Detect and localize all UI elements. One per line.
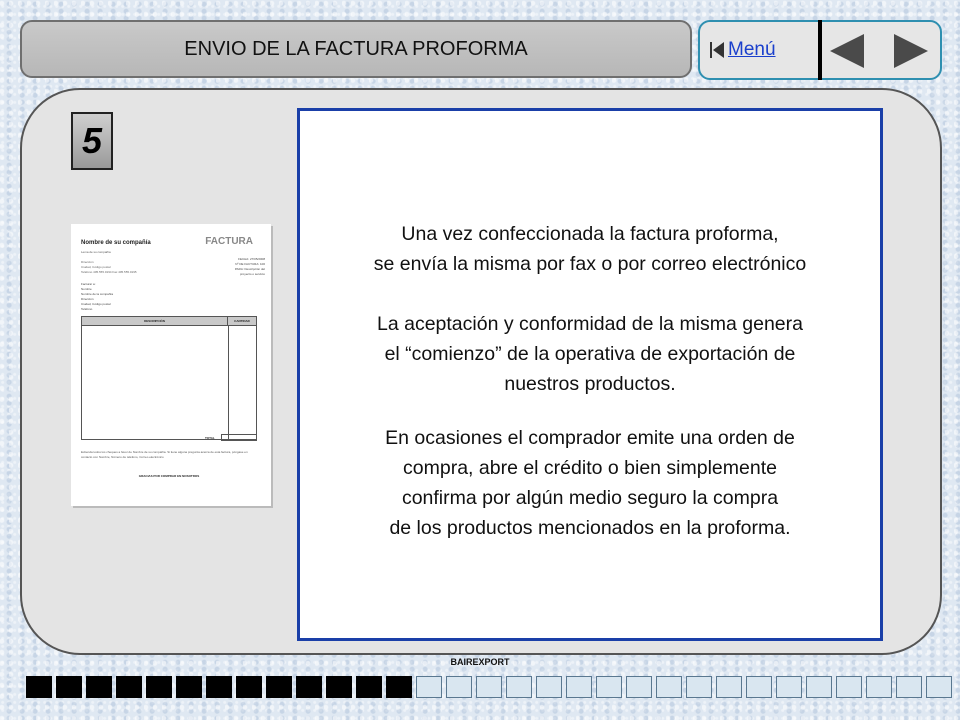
paragraph-2: La aceptación y conformidad de la misma genera el “comienzo” de la operativa de exportación de nuestros productos. [377,313,803,395]
invoice-meta: FECHA: 27/05/2008 Nº DE FACTURA: 100 PARA: Descripción del proyecto o servicio [234,257,265,276]
progress-segment [716,676,742,698]
progress-segment [446,676,472,698]
invoice-notes: Extienda todos los cheques a favor de Nombre de su compañía. Si tiene alguna pregunta acerca de esta factura, póngase en contacto con Nombre, Número de teléfono, Correo electrónico [81,450,248,459]
title-bar [20,20,692,78]
invoice-thumbnail [71,224,271,506]
invoice-total-box [221,434,257,441]
invoice-col-qty: CANTIDAD [227,317,256,325]
progress-segment [206,676,232,698]
progress-segment [596,676,622,698]
paragraph-1: Una vez confeccionada la factura proforma, se envía la misma por fax o por correo electrónico [373,223,807,275]
progress-segment [386,676,412,698]
invoice-table [81,316,257,440]
invoice-col-desc: DESCRIPCIÓN [144,319,165,323]
progress-segment [326,676,352,698]
progress-segment [146,676,172,698]
progress-segment [776,676,802,698]
progress-segment [536,676,562,698]
progress-segment [236,676,262,698]
menu-link[interactable] [710,39,776,61]
invoice-thanks: GRACIAS POR COMPRAR EN NOSOTROS [138,474,200,478]
progress-segment [746,676,772,698]
page-title: ENVIO DE LA FACTURA PROFORMA [184,37,528,60]
progress-segment [806,676,832,698]
invoice-total-label: TOTAL [205,436,215,440]
next-slide-button[interactable] [894,34,928,68]
first-page-icon [710,42,724,58]
progress-segment [926,676,952,698]
invoice-subtitle: Lema de su compañía [81,250,111,254]
footer-label: BAIREXPORT [450,657,510,667]
progress-segment [26,676,52,698]
progress-segment [836,676,862,698]
progress-bar [26,676,952,698]
slide-number: 5 [81,120,103,161]
progress-segment [86,676,112,698]
previous-slide-button[interactable] [830,34,864,68]
progress-segment [176,676,202,698]
progress-segment [566,676,592,698]
progress-segment [656,676,682,698]
progress-segment [866,676,892,698]
progress-segment [506,676,532,698]
progress-segment [56,676,82,698]
menu-label: Menú [728,39,776,60]
text-box [297,108,883,641]
invoice-address: Dirección Ciudad, Código postal Teléfono 405.555.0194 Fax 405.555.0195 [81,260,137,274]
progress-segment [626,676,652,698]
nav-bar [698,20,942,80]
invoice-company: Nombre de su compañía [81,240,151,246]
nav-divider [818,20,822,80]
invoice-client: Facturar a: Nombre Nombre de la compañía Dirección Ciudad, Código postal Teléfono [81,282,114,311]
progress-segment [686,676,712,698]
invoice-title: FACTURA [205,236,253,247]
progress-segment [476,676,502,698]
invoice-table-header [82,317,256,326]
progress-segment [356,676,382,698]
progress-segment [416,676,442,698]
invoice-qty-column [228,325,229,439]
progress-segment [266,676,292,698]
progress-segment [296,676,322,698]
progress-segment [116,676,142,698]
paragraph-3: En ocasiones el comprador emite una orden de compra, abre el crédito o bien simplemente confirma por algún medio seguro la compra de los productos mencionados en la proforma. [385,427,795,539]
slide-number-badge [71,112,113,170]
progress-segment [896,676,922,698]
